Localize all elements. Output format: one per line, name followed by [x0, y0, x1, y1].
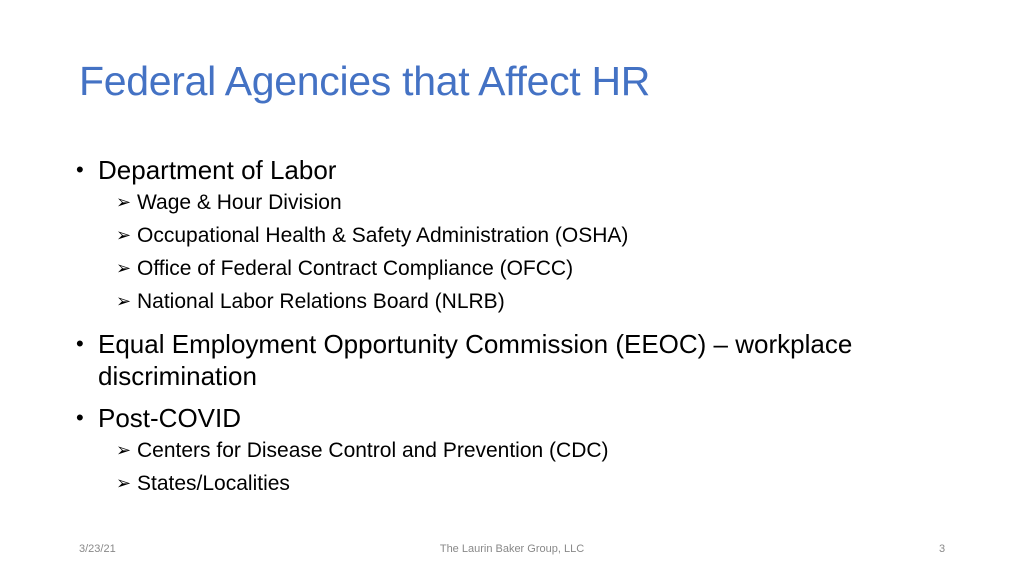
bullet-item: [76, 154, 936, 186]
sub-bullet-item: [76, 186, 936, 219]
bullet-dot-icon: •: [76, 157, 84, 182]
bullet-text: Post-COVID: [98, 403, 242, 433]
sub-bullet-item: [76, 467, 936, 500]
sub-bullet-text: Centers for Disease Control and Prevention (CDC): [137, 439, 609, 462]
bullet-dot-icon: •: [76, 405, 84, 430]
footer-page-number: 3: [939, 543, 946, 555]
arrow-bullet-icon: ➢: [116, 192, 132, 212]
arrow-bullet-icon: ➢: [116, 440, 132, 460]
slide-body: [76, 154, 936, 500]
arrow-bullet-icon: ➢: [116, 258, 132, 278]
arrow-bullet-icon: ➢: [116, 473, 132, 493]
sub-bullet-item: [76, 434, 936, 467]
bullet-item: [76, 402, 936, 434]
sub-bullet-text: National Labor Relations Board (NLRB): [137, 290, 505, 313]
bullet-item: [76, 328, 936, 392]
sub-bullet-text: Wage & Hour Division: [137, 191, 342, 214]
arrow-bullet-icon: ➢: [116, 225, 132, 245]
bullet-dot-icon: •: [76, 331, 84, 356]
bullet-text: Department of Labor: [98, 155, 337, 185]
sub-bullet-item: [76, 219, 936, 252]
footer-date: 3/23/21: [79, 543, 116, 555]
arrow-bullet-icon: ➢: [116, 291, 132, 311]
sub-bullet-item: [76, 285, 936, 318]
sub-bullet-text: States/Localities: [137, 472, 290, 495]
sub-bullet-item: [76, 252, 936, 285]
sub-bullet-text: Occupational Health & Safety Administration (OSHA): [137, 224, 629, 247]
sub-bullet-text: Office of Federal Contract Compliance (OFCC): [137, 257, 574, 280]
slide-title: Federal Agencies that Affect HR: [79, 58, 651, 104]
bullet-text: Equal Employment Opportunity Commission (EEOC) – workplace discrimination: [98, 329, 853, 391]
footer-company: The Laurin Baker Group, LLC: [439, 543, 585, 555]
